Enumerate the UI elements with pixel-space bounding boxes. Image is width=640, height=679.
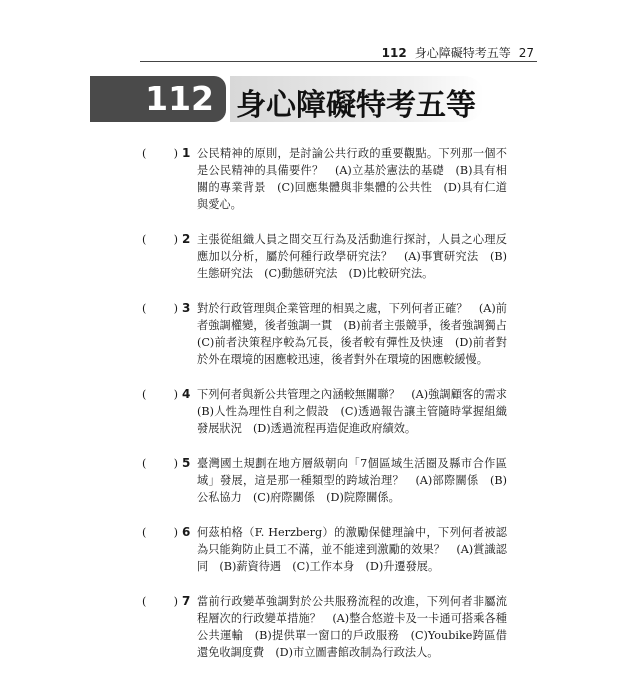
answer-blank [142, 145, 178, 162]
question-item [142, 231, 507, 282]
paren-open: ( [142, 595, 147, 608]
question-text: 公民精神的原則，是討論公共行政的重要觀點。下列那一個不是公民精神的具備要件？ (A)立基於憲法的基礎 (B)具有相關的專業背景 (C)回應集體與非集體的公共性 (D)具有仁道與愛心。 [197, 147, 507, 211]
question-number: 2 [182, 232, 191, 246]
question-number: 5 [182, 456, 191, 470]
question-number: 1 [182, 146, 191, 160]
question-list [142, 145, 519, 679]
page-number: 27 [518, 46, 534, 60]
banner-title: 身心障礙特考五等 [236, 88, 476, 123]
paren-close: ) [173, 388, 178, 401]
banner-year: 112 [145, 79, 214, 118]
question-number: 7 [182, 594, 191, 608]
paren-close: ) [173, 526, 178, 539]
question-item [142, 455, 507, 506]
paren-open: ( [142, 388, 147, 401]
header-rule [140, 61, 537, 62]
question-text: 下列何者與新公共管理之內涵較無關聯？ (A)強調顧客的需求 (B)人性為理性自利之假設 (C)透過報告讓主管隨時掌握組織發展狀況 (D)透過流程再造促進政府績效。 [197, 388, 519, 435]
answer-blank [142, 300, 178, 317]
running-head [382, 44, 534, 61]
answer-blank [142, 386, 178, 403]
paren-open: ( [142, 526, 147, 539]
banner-title-bar [230, 76, 484, 122]
question-text: 對於行政管理與企業管理的相異之處，下列何者正確？ (A)前者強調權變，後者強調一貫 (B)前者主張競爭，後者強調獨占 (C)前者決策程序較為冗長，後者較有彈性及快速 (D)前者對於外在環境的困應較迅速，後者對外在環境的困應較緩慢。 [197, 302, 519, 366]
question-text: 臺灣國土規劃在地方層級朝向「7個區域生活圈及縣市合作區域」發展，這是那一種類型的跨域治理？ (A)部際關係 (B)公私協力 (C)府際關係 (D)院際關係。 [197, 457, 507, 504]
paren-close: ) [173, 457, 178, 470]
question-item [142, 300, 519, 368]
paren-close: ) [173, 302, 178, 315]
question-item [142, 386, 519, 437]
question-item [142, 593, 507, 661]
paren-open: ( [142, 302, 147, 315]
answer-blank [142, 593, 178, 610]
question-item [142, 145, 507, 213]
paren-open: ( [142, 457, 147, 470]
banner-year-tab [90, 76, 226, 122]
paren-close: ) [173, 595, 178, 608]
answer-blank [142, 455, 178, 472]
answer-blank [142, 231, 178, 248]
paren-close: ) [173, 147, 178, 160]
section-banner [90, 76, 490, 122]
question-number: 3 [182, 301, 191, 315]
running-head-title: 身心障礙特考五等 [414, 46, 511, 60]
question-number: 4 [182, 387, 191, 401]
question-item [142, 524, 507, 575]
paren-open: ( [142, 147, 147, 160]
question-number: 6 [182, 525, 191, 539]
question-text: 何茲柏格（F. Herzberg）的激勵保健理論中，下列何者被認為只能夠防止員工不滿，並不能達到激勵的效果？ (A)賞識認同 (B)薪資待遇 (C)工作本身 (D)升遷發展。 [197, 526, 507, 573]
answer-blank [142, 524, 178, 541]
running-head-number: 112 [381, 46, 407, 60]
question-text: 主張從組織人員之間交互行為及活動進行探討，人員之心理反應加以分析，屬於何種行政學研究法？ (A)事實研究法 (B)生態研究法 (C)動態研究法 (D)比較研究法。 [197, 233, 507, 280]
paren-close: ) [173, 233, 178, 246]
paren-open: ( [142, 233, 147, 246]
question-text: 當前行政變革強調對於公共服務流程的改進，下列何者非屬流程層次的行政變革措施？ (A)整合悠遊卡及一卡通可搭乘各種公共運輸 (B)提供單一窗口的戶政服務 (C)Youbike跨區借還免收調度費 (D)市立圖書館改制為行政法人。 [197, 595, 507, 659]
